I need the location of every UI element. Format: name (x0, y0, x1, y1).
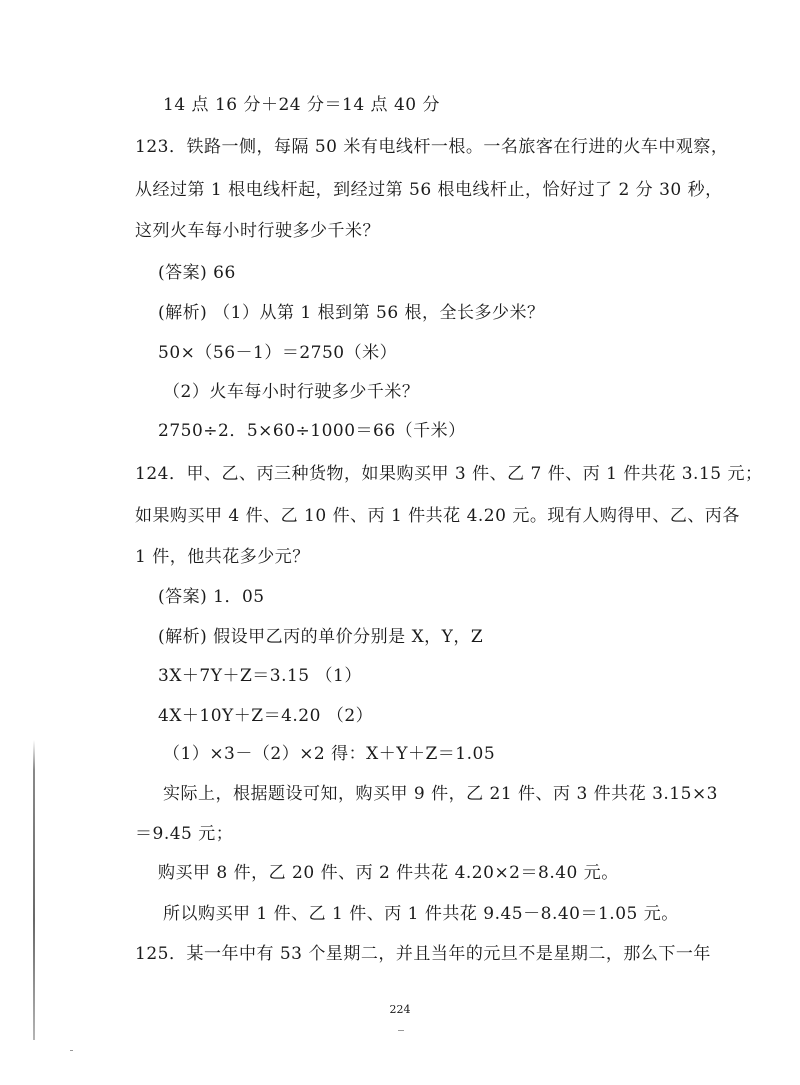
text-line: 如果购买甲 4 件、乙 10 件、丙 1 件共花 4.20 元。现有人购得甲、乙、丙各 (135, 506, 740, 526)
formula-line: 2750÷2．5×60÷1000＝66（千米） (158, 421, 466, 441)
scan-edge-mark (33, 740, 35, 1040)
question-125-line: 125．某一年中有 53 个星期二，并且当年的元旦不是星期二，那么下一年 (135, 944, 711, 964)
text-line: 从经过第 1 根电线杆起，到经过第 56 根电线杆止，恰好过了 2 分 30 秒， (135, 180, 723, 200)
analysis-line: (解析) （1）从第 1 根到第 56 根，全长多少米？ (158, 303, 545, 323)
text-line: 这列火车每小时行驶多少千米？ (135, 221, 380, 241)
page-number: 224 (389, 1003, 411, 1016)
scan-speck (70, 1050, 73, 1051)
text-line: 14 点 16 分＋24 分＝14 点 40 分 (163, 95, 440, 115)
text-line: 实际上，根据题设可知，购买甲 9 件，乙 21 件、丙 3 件共花 3.15×3 (163, 784, 719, 804)
answer-line: (答案) 66 (158, 263, 236, 283)
equation-line: 3X＋7Y＋Z＝3.15 （1） (158, 666, 362, 686)
text-line: （2）火车每小时行驶多少千米？ (163, 382, 420, 402)
scan-speck (398, 1030, 404, 1031)
text-line: 所以购买甲 1 件、乙 1 件、丙 1 件共花 9.45－8.40＝1.05 元。 (163, 904, 679, 924)
question-123-line: 123．铁路一侧，每隔 50 米有电线杆一根。一名旅客在行进的火车中观察， (135, 137, 729, 157)
question-124-line: 124．甲、乙、丙三种货物，如果购买甲 3 件、乙 7 件、丙 1 件共花 3.15 元； (135, 464, 763, 484)
text-line: 购买甲 8 件，乙 20 件、丙 2 件共花 4.20×2＝8.40 元。 (158, 863, 619, 883)
formula-line: 50×（56－1）＝2750（米） (158, 343, 398, 363)
equation-line: 4X＋10Y＋Z＝4.20 （2） (158, 706, 374, 726)
answer-line: (答案) 1．05 (158, 587, 265, 607)
text-line: ＝9.45 元； (135, 824, 234, 844)
equation-line: （1）×3－（2）×2 得：X＋Y＋Z＝1.05 (163, 744, 496, 764)
analysis-line: (解析) 假设甲乙丙的单价分别是 X，Y，Z (158, 627, 484, 647)
text-line: 1 件，他共花多少元？ (135, 547, 310, 567)
